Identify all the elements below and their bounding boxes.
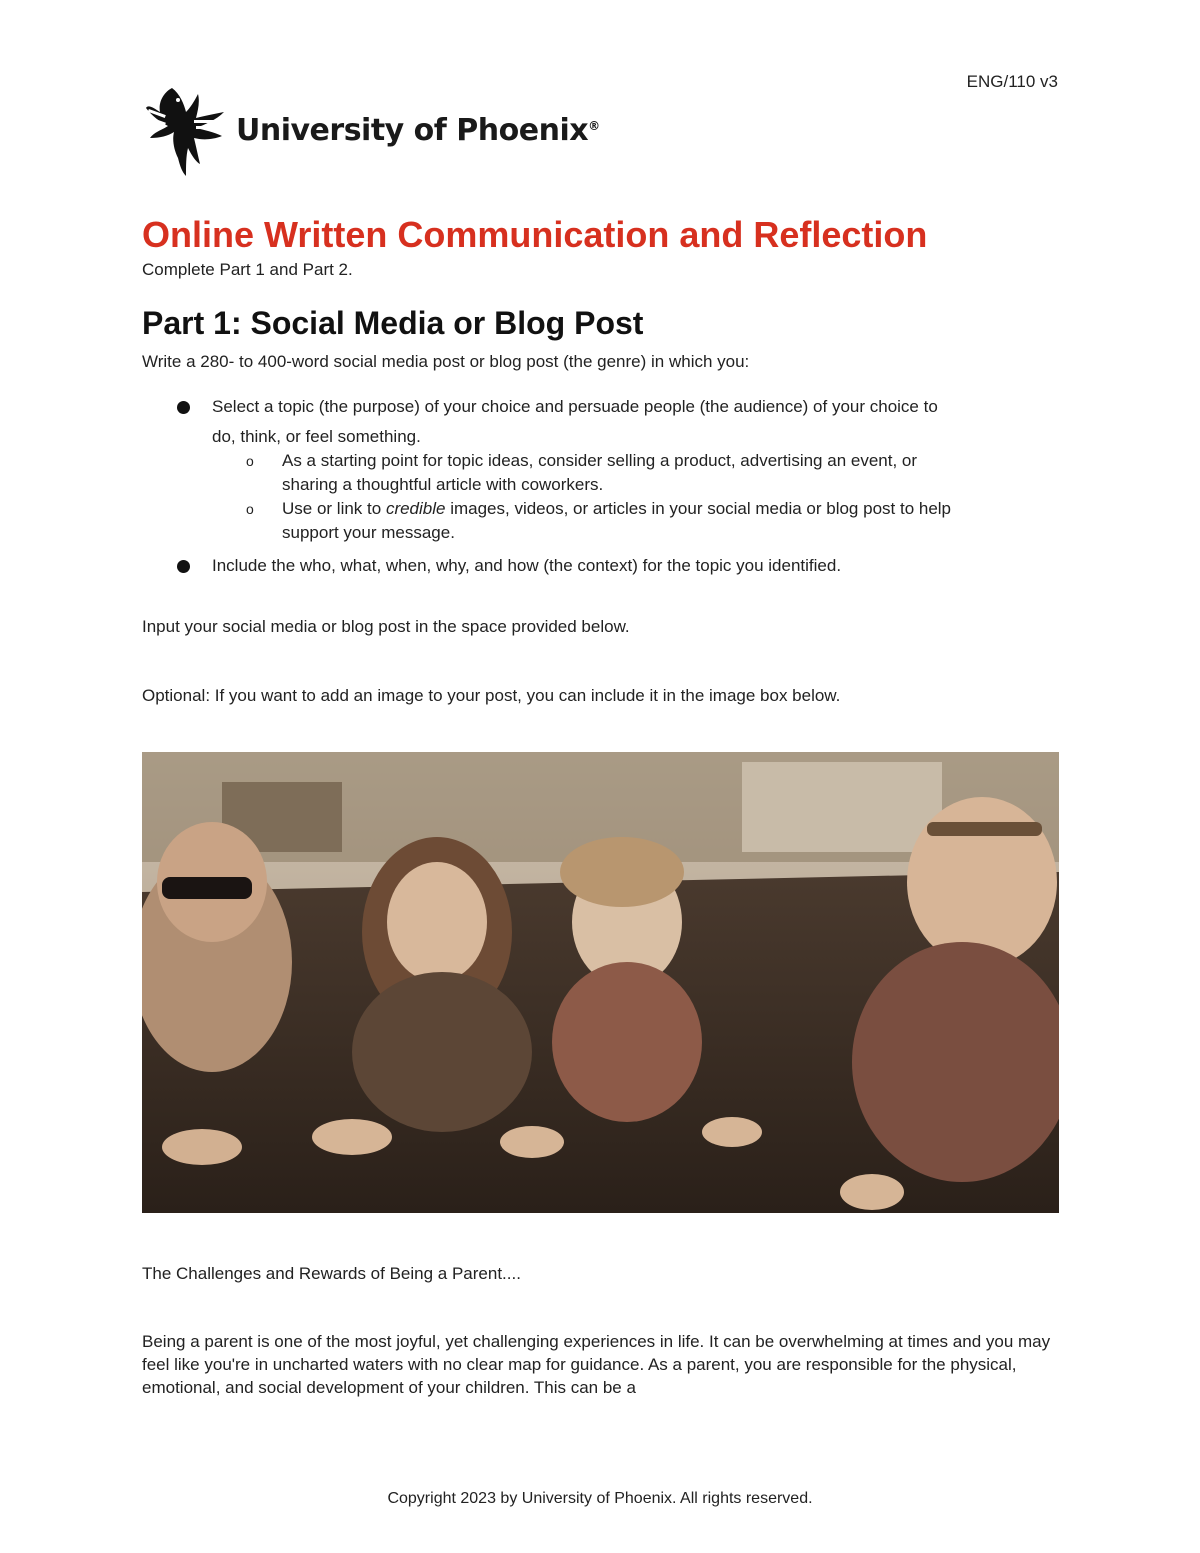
instructions-list — [142, 395, 1062, 578]
subitem-text-line: Use or link to credible images, videos, or articles in your social media or blog post to help — [282, 499, 952, 518]
part1-heading: Part 1: Social Media or Blog Post — [142, 305, 644, 341]
subitem-text-line: support your message. — [282, 523, 455, 542]
input-instruction: Input your social media or blog post in the space provided below. — [142, 617, 630, 636]
bullet-dot-icon — [177, 401, 190, 414]
phoenix-logo-icon — [142, 82, 226, 178]
sub-bullet-icon: o — [246, 501, 254, 517]
children-on-trampoline-photo — [142, 752, 1059, 1213]
university-logo — [142, 82, 600, 178]
bullet-text-line: Select a topic (the purpose) of your choice and persuade people (the audience) of your choice to — [212, 397, 938, 416]
part1-intro: Write a 280- to 400-word social media post or blog post (the genre) in which you: — [142, 352, 750, 371]
subitem-text-line: As a starting point for topic ideas, consider selling a product, advertising an event, or — [282, 451, 918, 470]
document-subtitle: Complete Part 1 and Part 2. — [142, 260, 353, 279]
list-subitem — [142, 449, 1062, 497]
post-body: Being a parent is one of the most joyful, yet challenging experiences in life. It can be overwhelming at times and you may feel like you're in uncharted waters with no clear map for guidance. As a parent, you are responsible for the physical, emotional, and social development of your children. This can be a — [142, 1332, 1051, 1397]
course-code: ENG/110 v3 — [966, 72, 1058, 91]
footer-copyright: Copyright 2023 by University of Phoenix. All rights reserved. — [387, 1490, 813, 1507]
bullet-text-line: do, think, or feel something. — [212, 427, 421, 446]
document-title: Online Written Communication and Reflection — [142, 214, 928, 255]
sub-bullet-icon: o — [246, 453, 254, 469]
post-image — [142, 752, 1059, 1213]
emphasis-credible: credible — [385, 499, 446, 518]
list-item — [142, 554, 1062, 578]
optional-instruction: Optional: If you want to add an image to your post, you can include it in the image box below. — [142, 686, 841, 705]
bullet-text-line: Include the who, what, when, why, and how (the context) for the topic you identified. — [212, 556, 842, 575]
logo-wordmark: University of Phoenix® — [236, 112, 600, 148]
subitem-text-line: sharing a thoughtful article with coworkers. — [282, 475, 604, 494]
bullet-dot-icon — [177, 560, 190, 573]
list-subitem — [142, 497, 1062, 545]
list-item — [142, 395, 1062, 449]
post-heading: The Challenges and Rewards of Being a Parent.... — [142, 1264, 521, 1283]
